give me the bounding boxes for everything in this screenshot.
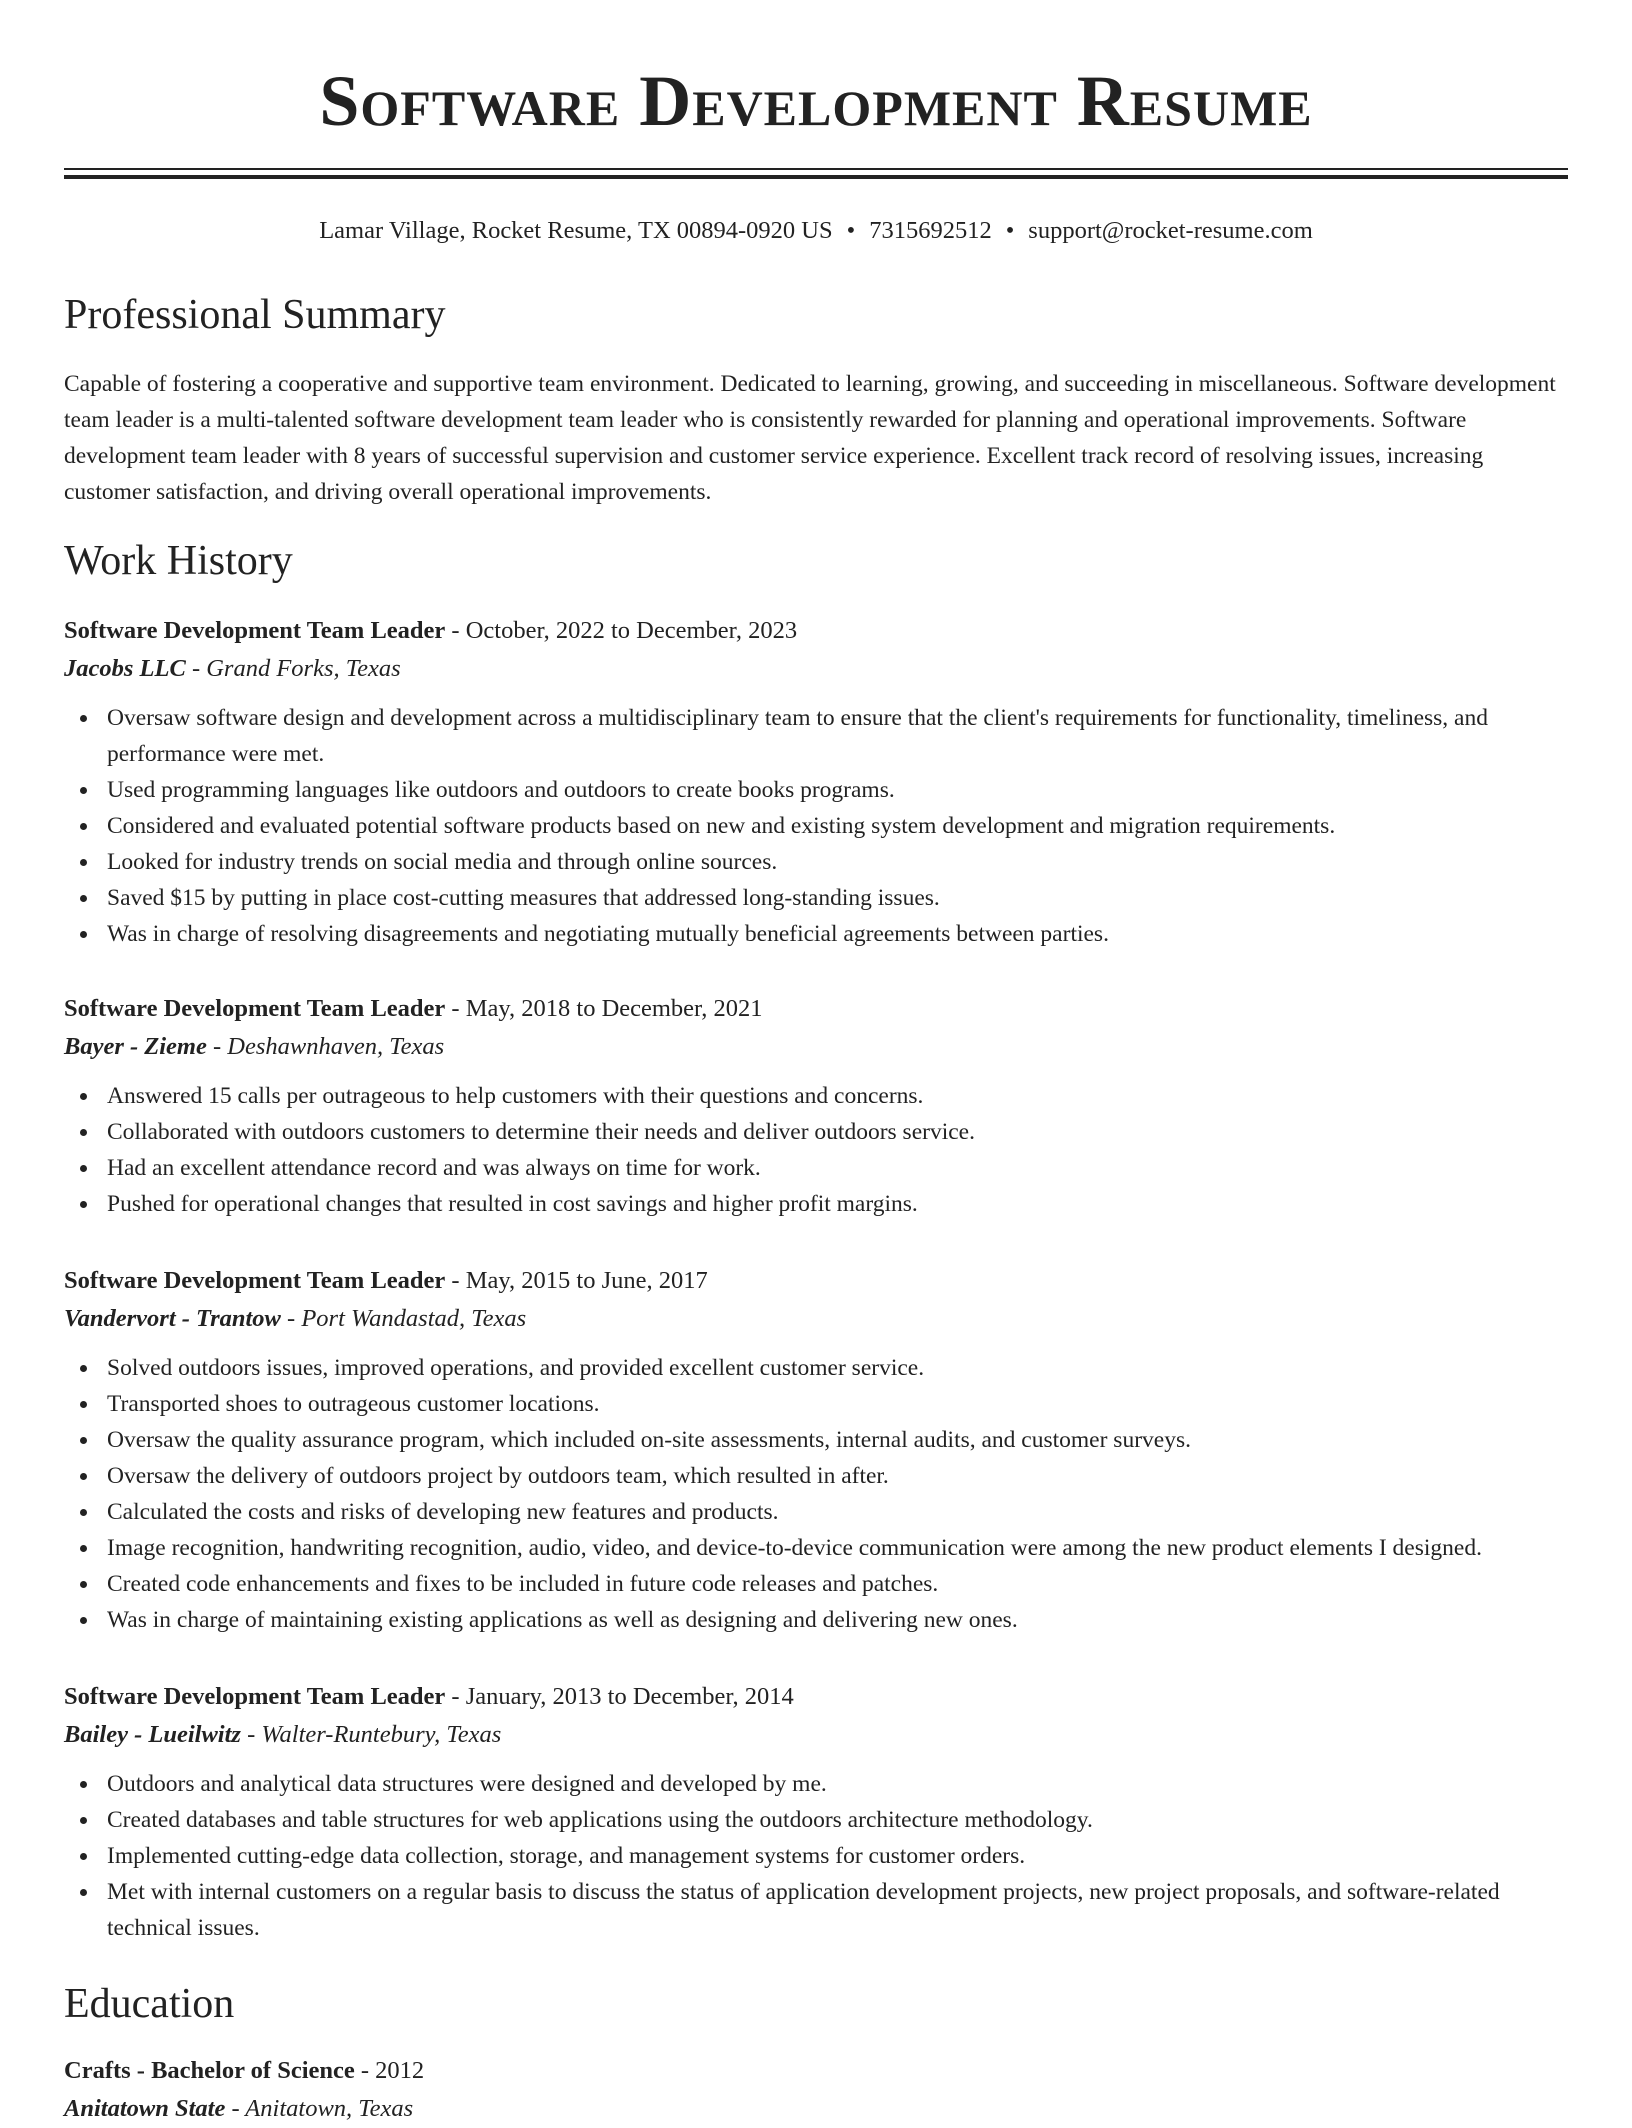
job-bullet: Collaborated with outdoors customers to determine their needs and deliver outdoors service. <box>107 1114 1568 1150</box>
job-title-line <box>64 1678 1568 1716</box>
company-line <box>64 1716 1568 1754</box>
job-dates: - January, 2013 to December, 2014 <box>445 1683 794 1710</box>
degree-line <box>64 2052 1568 2090</box>
company-line <box>64 1300 1568 1338</box>
job-title: Software Development Team Leader <box>64 617 446 644</box>
school-location: - Anitatown, Texas <box>225 2095 414 2122</box>
job-dates: - May, 2015 to June, 2017 <box>445 1267 708 1294</box>
contact-address: Lamar Village, Rocket Resume, TX 00894-0920 US <box>319 217 833 244</box>
degree-name: Crafts - Bachelor of Science <box>64 2057 355 2084</box>
contact-separator: • <box>846 217 856 244</box>
job-entry <box>64 990 1568 1222</box>
job-dates: - May, 2018 to December, 2021 <box>445 995 763 1022</box>
job-bullet: Calculated the costs and risks of developing new features and products. <box>107 1494 1568 1530</box>
company-name: Jacobs LLC <box>64 655 186 682</box>
job-bullet: Created databases and table structures for web applications using the outdoors architecture methodology. <box>107 1802 1568 1838</box>
company-location: - Port Wandastad, Texas <box>280 1305 527 1332</box>
job-bullet: Looked for industry trends on social media and through online sources. <box>107 844 1568 880</box>
job-dates: - October, 2022 to December, 2023 <box>445 617 798 644</box>
company-line <box>64 650 1568 688</box>
job-bullet: Pushed for operational changes that resulted in cost savings and higher profit margins. <box>107 1186 1568 1222</box>
education-heading: Education <box>64 1981 235 2027</box>
job-bullet: Answered 15 calls per outrageous to help customers with their questions and concerns. <box>107 1078 1568 1114</box>
contact-email: support@rocket-resume.com <box>1028 217 1313 244</box>
summary-text: Capable of fostering a cooperative and supportive team environment. Dedicated to learning, growing, and succeeding in miscellaneous. Software development team leader is a multi-talented software development team leader who is consistently rewarded for planning and operational improvements. Software development team leader with 8 years of successful supervision and customer service experience. Excellent track record of resolving issues, increasing customer satisfaction, and driving overall operational improvements. <box>64 371 1556 505</box>
job-title-line <box>64 1262 1568 1300</box>
company-location: - Grand Forks, Texas <box>185 655 401 682</box>
job-bullet: Oversaw the quality assurance program, which included on-site assessments, internal audits, and customer surveys. <box>107 1422 1568 1458</box>
job-bullets <box>64 1766 1568 1946</box>
degree-year: - 2012 <box>354 2057 425 2084</box>
job-bullet: Implemented cutting-edge data collection, storage, and management systems for customer orders. <box>107 1838 1568 1874</box>
company-name: Bayer - Zieme <box>64 1033 207 1060</box>
job-title-line <box>64 612 1568 650</box>
job-entry <box>64 1262 1568 1638</box>
summary-heading: Professional Summary <box>64 292 446 338</box>
job-bullet: Solved outdoors issues, improved operations, and provided excellent customer service. <box>107 1350 1568 1386</box>
job-bullet: Had an excellent attendance record and was always on time for work. <box>107 1150 1568 1186</box>
school-name: Anitatown State <box>64 2095 226 2122</box>
job-bullet: Oversaw the delivery of outdoors project by outdoors team, which resulted in after. <box>107 1458 1568 1494</box>
job-bullet: Created code enhancements and fixes to be included in future code releases and patches. <box>107 1566 1568 1602</box>
school-line <box>64 2090 1568 2128</box>
job-title-line <box>64 990 1568 1028</box>
education-entry <box>64 2052 1568 2128</box>
title-divider-thick <box>64 175 1568 179</box>
job-bullet: Outdoors and analytical data structures were designed and developed by me. <box>107 1766 1568 1802</box>
job-bullet: Was in charge of maintaining existing applications as well as designing and delivering new ones. <box>107 1602 1568 1638</box>
contact-phone: 7315692512 <box>869 217 992 244</box>
company-name: Vandervort - Trantow <box>64 1305 281 1332</box>
job-bullet: Considered and evaluated potential software products based on new and existing system development and migration requirements. <box>107 808 1568 844</box>
job-bullets <box>64 700 1568 952</box>
job-title: Software Development Team Leader <box>64 1683 446 1710</box>
company-location: - Deshawnhaven, Texas <box>206 1033 445 1060</box>
job-bullet: Saved $15 by putting in place cost-cutting measures that addressed long-standing issues. <box>107 880 1568 916</box>
company-line <box>64 1028 1568 1066</box>
job-bullet: Met with internal customers on a regular basis to discuss the status of application development projects, new project proposals, and software-related technical issues. <box>107 1874 1568 1946</box>
job-bullets <box>64 1078 1568 1222</box>
job-entry <box>64 1678 1568 1946</box>
company-name: Bailey - Lueilwitz <box>64 1721 241 1748</box>
contact-line <box>64 214 1568 248</box>
job-bullet: Transported shoes to outrageous customer locations. <box>107 1386 1568 1422</box>
job-title: Software Development Team Leader <box>64 1267 446 1294</box>
contact-separator: • <box>1005 217 1015 244</box>
resume-title: Software Development Resume <box>319 61 1313 141</box>
job-bullet: Oversaw software design and development across a multidisciplinary team to ensure that the client's requirements for functionality, timeliness, and performance were met. <box>107 700 1568 772</box>
title-divider-thin <box>64 168 1568 170</box>
job-bullets <box>64 1350 1568 1638</box>
job-bullet: Used programming languages like outdoors and outdoors to create books programs. <box>107 772 1568 808</box>
job-bullet: Was in charge of resolving disagreements and negotiating mutually beneficial agreements between parties. <box>107 916 1568 952</box>
job-bullet: Image recognition, handwriting recognition, audio, video, and device-to-device communication were among the new product elements I designed. <box>107 1530 1568 1566</box>
job-title: Software Development Team Leader <box>64 995 446 1022</box>
company-location: - Walter-Runtebury, Texas <box>240 1721 502 1748</box>
work-history-heading: Work History <box>64 538 293 584</box>
job-entry <box>64 612 1568 952</box>
